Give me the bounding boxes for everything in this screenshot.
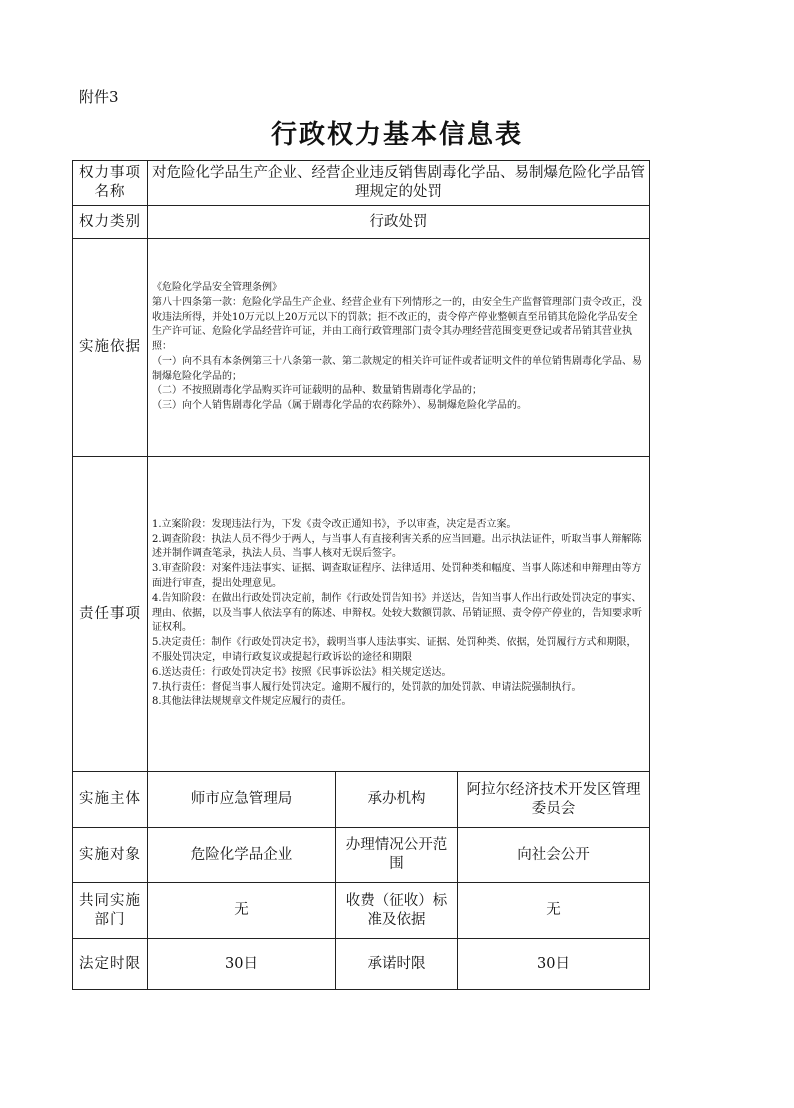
- deadline-label: 法定时限: [73, 939, 148, 990]
- power-type-label: 权力类别: [73, 206, 148, 239]
- basis-content: [148, 239, 650, 457]
- row-responsibility: [73, 457, 650, 772]
- responsibility-line: 7.执行责任：督促当事人履行处罚决定。逾期不履行的，处罚款的加处罚款、申请法院强制执行。: [152, 681, 582, 693]
- responsibility-line: 4.告知阶段：在做出行政处罚决定前，制作《行政处罚告知书》并送达，告知当事人作出行政处罚决定的事实、理由、依据，以及当事人依法享有的陈述、申辩权。处较大数额罚款、吊销证照、责令停产停业的，告知要求听证权利。: [152, 592, 642, 634]
- responsibility-line: 6.送达责任：行政处罚决定书》按照《民事诉讼法》相关规定送达。: [152, 666, 452, 678]
- target-value: 危险化学品企业: [148, 828, 336, 883]
- power-type-value: 行政处罚: [148, 206, 650, 239]
- row-joint: [73, 883, 650, 939]
- row-subject: [73, 772, 650, 828]
- promise-value: 30日: [458, 939, 650, 990]
- responsibility-content: [148, 457, 650, 772]
- fee-value: 无: [458, 883, 650, 939]
- joint-value: 无: [148, 883, 336, 939]
- responsibility-line: 3.审查阶段：对案件违法事实、证据、调查取证程序、法律适用、处罚种类和幅度、当事人陈述和申辩理由等方面进行审查，提出处理意见。: [152, 563, 642, 589]
- basis-line: 《危险化学品安全管理条例》: [152, 281, 282, 293]
- disclosure-label: 办理情况公开范围: [336, 828, 458, 883]
- joint-label: 共同实施部门: [73, 883, 148, 939]
- subject-value: 师市应急管理局: [148, 772, 336, 828]
- basis-line: （一）向不具有本条例第三十八条第一款、第二款规定的相关许可证件或者证明文件的单位销售剧毒化学品、易制爆危险化学品的；: [152, 355, 642, 382]
- page-title: 行政权力基本信息表: [270, 120, 523, 150]
- responsibility-line: 5.决定责任：制作《行政处罚决定书》，载明当事人违法事实、证据、处罚种类、依据，处罚履行方式和期限，不服处罚决定，申请行政复议或提起行政诉讼的途径和期限: [152, 637, 637, 663]
- responsibility-line: 1.立案阶段：发现违法行为，下发《责令改正通知书》，予以审查，决定是否立案。: [152, 518, 517, 530]
- promise-label: 承诺时限: [336, 939, 458, 990]
- responsibility-line: 2.调查阶段：执法人员不得少于两人，与当事人有直接利害关系的应当回避。出示执法证件，听取当事人辩解陈述并制作调查笔录，执法人员、当事人核对无误后签字。: [152, 533, 642, 560]
- fee-label: 收费（征收）标准及依据: [336, 883, 458, 939]
- basis-line: （二）不按照剧毒化学品购买许可证载明的品种、数量销售剧毒化学品的；: [152, 385, 482, 397]
- deadline-value: 30日: [148, 939, 336, 990]
- row-deadline: [73, 939, 650, 990]
- subject-label: 实施主体: [73, 772, 148, 828]
- basis-line: （三）向个人销售剧毒化学品（属于剧毒化学品的农药除外）、易制爆危险化学品的。: [152, 400, 527, 412]
- agency-value: 阿拉尔经济技术开发区管理委员会: [458, 772, 650, 828]
- responsibility-line: 8.其他法律法规规章文件规定应履行的责任。: [152, 696, 352, 708]
- row-power-type: [73, 206, 650, 239]
- power-name-value: 对危险化学品生产企业、经营企业违反销售剧毒化学品、易制爆危险化学品管理规定的处罚: [148, 161, 650, 206]
- info-table: [72, 160, 650, 990]
- attachment-label: 附件3: [79, 88, 119, 106]
- row-target: [73, 828, 650, 883]
- row-basis: [73, 239, 650, 457]
- power-name-label: 权力事项名称: [73, 161, 148, 206]
- responsibility-label: 责任事项: [73, 457, 148, 772]
- basis-line: 第八十四条第一款：危险化学品生产企业、经营企业有下列情形之一的，由安全生产监督管理部门责令改正，没收违法所得，并处10万元以上20万元以下的罚款；拒不改正的，责令停产停业整顿直至吊销其危险化学品安全生产许可证、危险化学品经营许可证，并由工商行政管理部门责令其办理经营范围变更登记或者吊销其营业执照：: [152, 296, 642, 353]
- disclosure-value: 向社会公开: [458, 828, 650, 883]
- row-power-name: [73, 161, 650, 206]
- basis-label: 实施依据: [73, 239, 148, 457]
- target-label: 实施对象: [73, 828, 148, 883]
- agency-label: 承办机构: [336, 772, 458, 828]
